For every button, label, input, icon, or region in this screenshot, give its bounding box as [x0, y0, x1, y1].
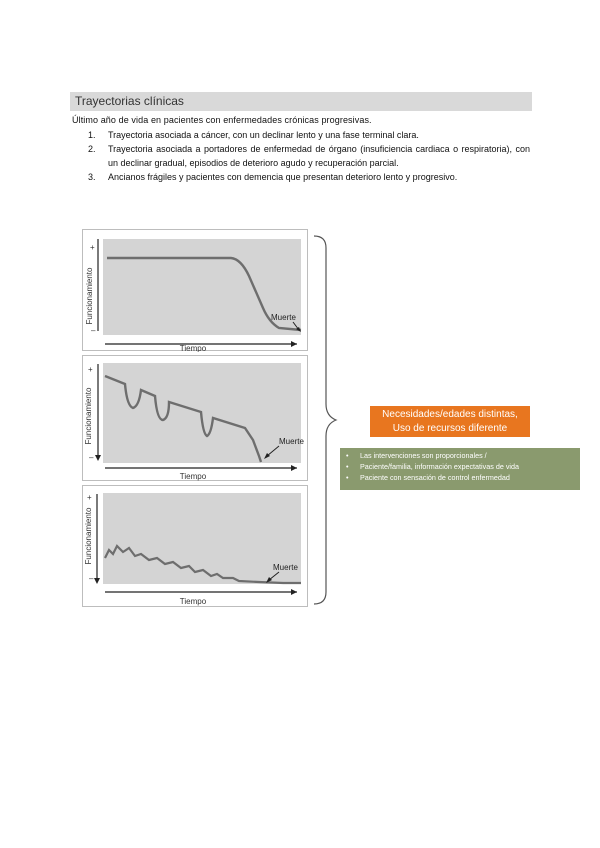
death-label: Muerte [279, 437, 304, 446]
list-item [346, 461, 580, 472]
trajectory-list [88, 128, 530, 184]
interventions-box [340, 448, 580, 490]
list-text: Ancianos frágiles y pacientes con demencia que presentan deterioro lento y progresivo. [108, 172, 458, 182]
list-item [88, 142, 530, 170]
death-label: Muerte [273, 563, 298, 572]
y-axis-label: Funcionamiento [84, 387, 93, 445]
y-axis-minus: – [91, 326, 96, 335]
needs-line-2: Uso de recursos diferente [392, 423, 508, 434]
needs-line-1: Necesidades/edades distintas, [382, 409, 518, 420]
x-axis-label: Tiempo [179, 597, 207, 606]
y-axis-arrow-icon [94, 578, 100, 584]
death-label: Muerte [271, 313, 296, 322]
list-number: 3. [88, 172, 96, 182]
chart-frailty-figure [83, 486, 309, 608]
list-item [88, 170, 530, 184]
chart-frailty [82, 485, 308, 607]
list-text: Trayectoria asociada a portadores de enfermedad de órgano (insuficiencia cardiaca o respiratoria), con un declinar gradual, episodios de deterioro agudo y recuperación parcial. [108, 144, 530, 168]
section-title: Trayectorias clínicas [70, 92, 532, 111]
x-axis-arrow-icon [291, 341, 297, 347]
intervention-text: Paciente con sensación de control enfermedad [360, 473, 510, 482]
bullet-icon: • [346, 462, 349, 471]
chart-cancer-figure [83, 230, 309, 352]
intro-text: Último año de vida en pacientes con enfermedades crónicas progresivas. [72, 115, 372, 125]
x-axis-arrow-icon [291, 465, 297, 471]
chart-organ-failure [82, 355, 308, 481]
list-number: 2. [88, 144, 96, 154]
curly-brace-icon [312, 234, 338, 608]
list-text: Trayectoria asociada a cáncer, con un declinar lento y una fase terminal clara. [108, 130, 419, 140]
chart-organ-failure-figure [83, 356, 309, 482]
list-item [88, 128, 530, 142]
x-axis-label: Tiempo [179, 472, 207, 481]
y-axis-label: Funcionamiento [84, 507, 93, 565]
y-axis-label: Funcionamiento [85, 267, 94, 325]
bullet-icon: • [346, 451, 349, 460]
y-axis-minus: – [89, 574, 94, 583]
bullet-icon: • [346, 473, 349, 482]
list-item [346, 450, 580, 461]
list-number: 1. [88, 130, 96, 140]
x-axis-arrow-icon [291, 589, 297, 595]
chart-cancer [82, 229, 308, 351]
list-item [346, 472, 580, 483]
y-axis-arrow-icon [95, 455, 101, 461]
intervention-text: Paciente/familia, información expectativas de vida [360, 462, 520, 471]
needs-callout [370, 406, 530, 437]
x-axis-label: Tiempo [179, 344, 207, 352]
y-axis-minus: – [89, 453, 94, 462]
intervention-text: Las intervenciones son proporcionales / [360, 451, 487, 460]
y-axis-plus: + [90, 243, 95, 252]
y-axis-plus: + [88, 365, 93, 374]
y-axis-plus: + [87, 493, 92, 502]
